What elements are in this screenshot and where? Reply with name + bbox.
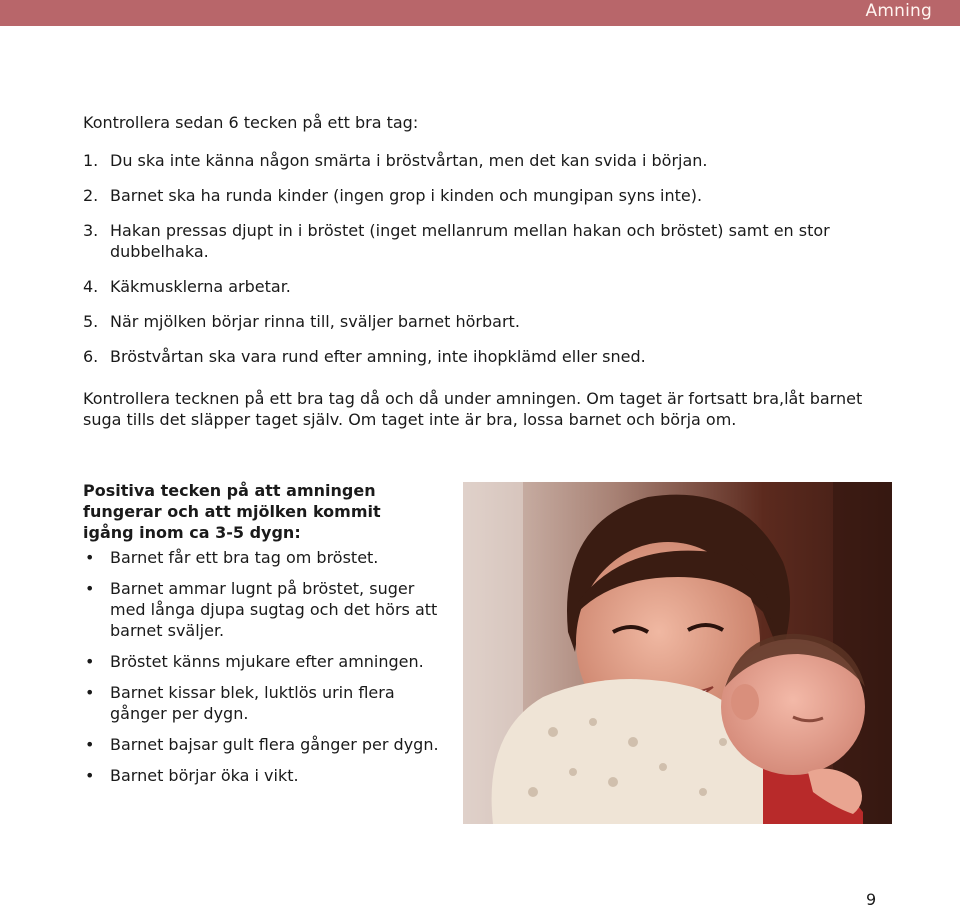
- list-item: [83, 547, 443, 568]
- list-item-text: Barnet börjar öka i vikt.: [110, 766, 299, 785]
- list-item-text: Barnet får ett bra tag om bröstet.: [110, 548, 379, 567]
- bullet-icon: •: [85, 579, 95, 598]
- checklist-item: [83, 276, 883, 297]
- list-item-text: Barnet kissar blek, luktlös urin flera gånger per dygn.: [110, 683, 395, 723]
- item-number: 4.: [83, 277, 99, 296]
- bullet-icon: •: [85, 548, 95, 567]
- positive-signs-list: [83, 547, 443, 796]
- checklist-item: [83, 185, 883, 206]
- item-text: Bröstvårtan ska vara rund efter amning, inte ihopklämd eller sned.: [110, 347, 646, 366]
- checklist-item: [83, 150, 883, 171]
- item-number: 6.: [83, 347, 99, 366]
- list-item: [83, 765, 443, 786]
- positive-signs-heading: Positiva tecken på att amningen fungerar och att mjölken kommit igång inom ca 3-5 dygn:: [83, 481, 381, 542]
- checklist-item: [83, 311, 883, 332]
- item-text: Käkmusklerna arbetar.: [110, 277, 291, 296]
- checklist-item: [83, 220, 883, 262]
- list-item: [83, 682, 443, 724]
- list-item-text: Bröstet känns mjukare efter amningen.: [110, 652, 424, 671]
- item-text: Hakan pressas djupt in i bröstet (inget mellanrum mellan hakan och bröstet) samt en stor dubbelhaka.: [110, 221, 830, 261]
- bullet-icon: •: [85, 652, 95, 671]
- item-text: Barnet ska ha runda kinder (ingen grop i kinden och mungipan syns inte).: [110, 186, 703, 205]
- followup-paragraph: Kontrollera tecknen på ett bra tag då och då under amningen. Om taget är fortsatt bra,låt barnet suga tills det släpper taget själv. Om taget inte är bra, lossa barnet och börja om.: [83, 389, 863, 429]
- list-item: [83, 578, 443, 641]
- bullet-icon: •: [85, 735, 95, 754]
- item-number: 2.: [83, 186, 99, 205]
- bullet-icon: •: [85, 683, 95, 702]
- section-title: Amning: [865, 1, 932, 21]
- item-text: När mjölken börjar rinna till, sväljer barnet hörbart.: [110, 312, 520, 331]
- page-number: 9: [866, 890, 877, 909]
- mother-with-newborn-photo: [463, 482, 892, 824]
- item-number: 1.: [83, 151, 99, 170]
- item-text: Du ska inte känna någon smärta i bröstvårtan, men det kan svida i början.: [110, 151, 708, 170]
- header-bar: [0, 0, 960, 26]
- list-item: [83, 651, 443, 672]
- intro-text: Kontrollera sedan 6 tecken på ett bra tag:: [83, 113, 419, 132]
- list-item-text: Barnet bajsar gult flera gånger per dygn.: [110, 735, 439, 754]
- item-number: 5.: [83, 312, 99, 331]
- list-item: [83, 734, 443, 755]
- item-number: 3.: [83, 221, 99, 240]
- list-item-text: Barnet ammar lugnt på bröstet, suger med långa djupa sugtag och det hörs att barnet sväljer.: [110, 579, 438, 640]
- checklist: [83, 150, 883, 381]
- checklist-item: [83, 346, 883, 367]
- bullet-icon: •: [85, 766, 95, 785]
